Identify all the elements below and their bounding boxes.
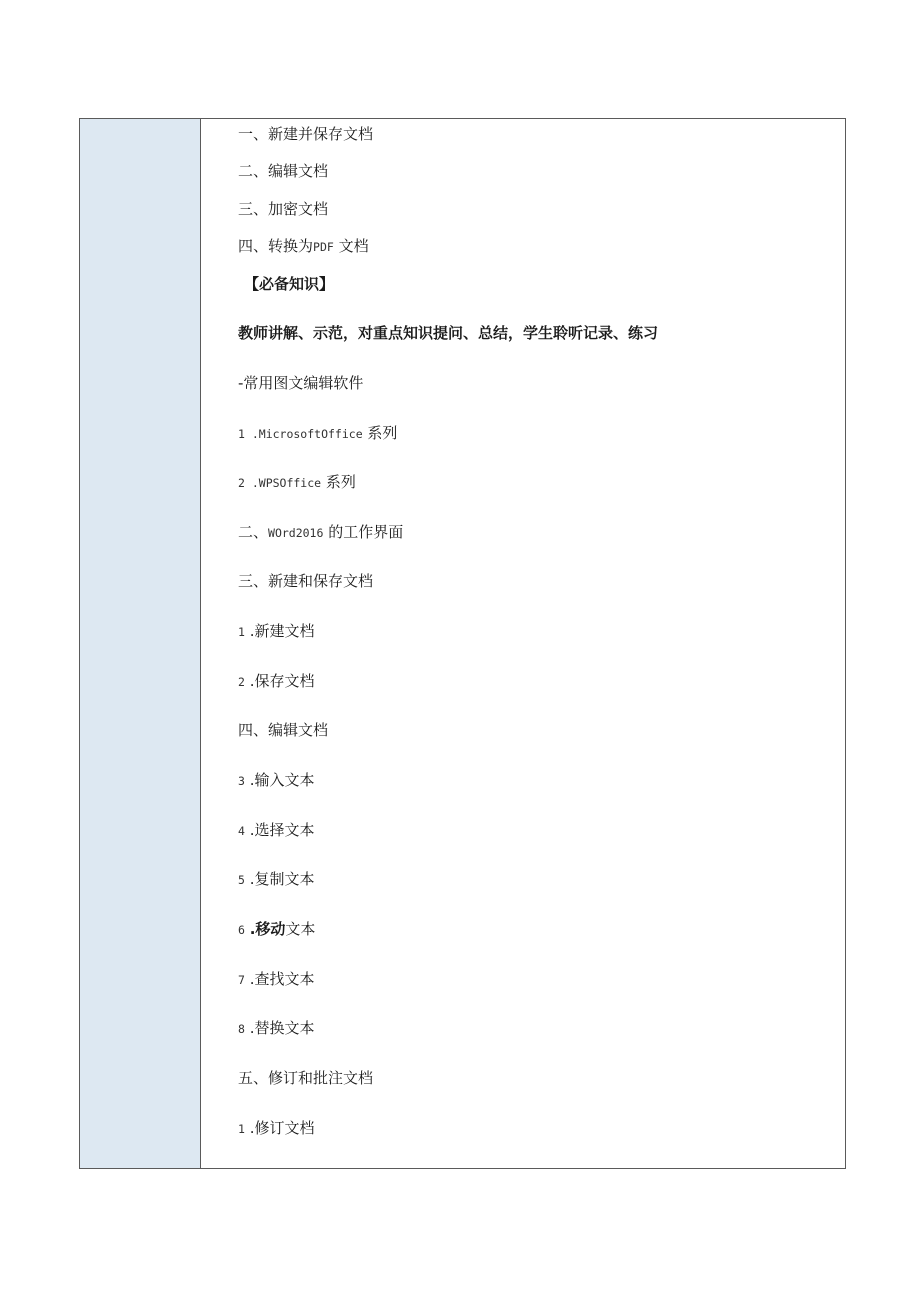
outline-item-convert-pdf: 四、转换为PDF 文档	[238, 237, 369, 255]
list-item-ms-office: 1 .MicrosoftOffice 系列	[238, 424, 398, 442]
table-content-cell	[201, 119, 845, 1168]
list-item-input-text: 3 .输入文本	[238, 771, 315, 789]
outline-item-new-save: 一、新建并保存文档	[238, 125, 374, 143]
list-item-replace-text: 8 .替换文本	[238, 1019, 315, 1037]
teaching-method-note: 教师讲解、示范，对重点知识提问、总结，学生聆听记录、练习	[238, 324, 659, 342]
outline-item-edit: 二、编辑文档	[238, 162, 329, 180]
topic-edit-doc: 四、编辑文档	[238, 721, 329, 739]
list-item-save-doc: 2 .保存文档	[238, 672, 315, 690]
outline-item-encrypt: 三、加密文档	[238, 200, 329, 218]
topic-new-save: 三、新建和保存文档	[238, 572, 374, 590]
list-item-select-text: 4 .选择文本	[238, 821, 315, 839]
list-item-find-text: 7 .查找文本	[238, 970, 315, 988]
section-heading-knowledge: 【必备知识】	[244, 275, 335, 293]
table-label-cell	[80, 119, 201, 1168]
topic-revise-annotate: 五、修订和批注文档	[238, 1069, 374, 1087]
list-item-copy-text: 5 .复制文本	[238, 870, 315, 888]
list-item-revise-doc: 1 .修订文档	[238, 1119, 315, 1137]
lesson-table	[79, 118, 846, 1169]
list-item-move-text: 6 .移动文本	[238, 920, 316, 938]
topic-common-software: -常用图文编辑软件	[238, 374, 364, 392]
list-item-wps-office: 2 .WPSOffice 系列	[238, 473, 356, 491]
list-item-new-doc: 1 .新建文档	[238, 622, 315, 640]
topic-word-interface: 二、WOrd2016 的工作界面	[238, 523, 404, 541]
